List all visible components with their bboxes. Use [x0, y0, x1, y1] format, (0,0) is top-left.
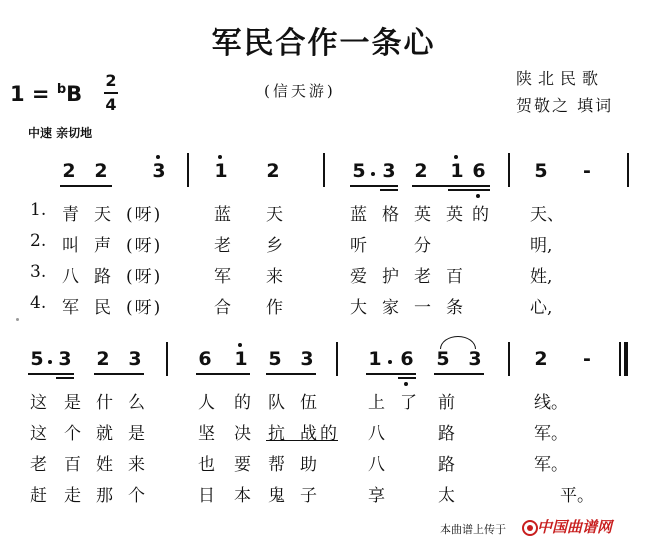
note: 3	[152, 160, 166, 182]
note: 3	[128, 348, 142, 370]
eighth-underline	[94, 373, 144, 375]
lyric-char: 的	[234, 393, 251, 413]
lyric-char: 助	[300, 455, 317, 475]
note: 1	[368, 348, 382, 370]
lyric-char: 天、	[530, 205, 564, 225]
barline	[323, 153, 325, 187]
final-barline-thin	[619, 342, 621, 376]
eighth-underline	[434, 373, 484, 375]
note: 5	[30, 348, 44, 370]
lyric-char: (呀)	[126, 298, 163, 318]
lyric-char: 是	[128, 424, 145, 444]
note: 2	[266, 160, 280, 182]
eighth-underline	[266, 373, 316, 375]
lyric-char: 赶	[30, 486, 47, 506]
key-signature	[10, 82, 82, 106]
lyric-char: 姓	[96, 455, 113, 475]
lyric-char: 么	[128, 393, 145, 413]
lyric-char: 格	[382, 205, 399, 225]
lyric-char: 太	[438, 486, 455, 506]
eighth-underline	[412, 185, 490, 187]
barline	[627, 153, 629, 187]
note: 2	[62, 160, 76, 182]
lyric-char: 什	[96, 393, 113, 413]
lyric-char: 就	[96, 424, 113, 444]
lyric-char: 线。	[534, 393, 568, 413]
note: 3	[300, 348, 314, 370]
lyric-char: (呀)	[126, 236, 163, 256]
sixteenth-underline	[380, 189, 398, 191]
note: -	[583, 160, 591, 182]
lyric-char: 青	[62, 205, 79, 225]
lyric-char: 这	[30, 393, 47, 413]
lyric-char: 是	[64, 393, 81, 413]
lyric-char: 作	[266, 298, 283, 318]
verse-number: 3.	[30, 262, 47, 282]
note: 1	[234, 348, 248, 370]
lyric-char: 八	[368, 424, 385, 444]
lyric-char: 民	[94, 298, 111, 318]
lyric-char: 享	[368, 486, 385, 506]
lyric-char: 伍	[300, 393, 317, 413]
lyric-char: 听	[350, 236, 367, 256]
augmentation-dot	[371, 172, 375, 176]
attribution-lyricist: 贺敬之 填词	[516, 96, 614, 115]
octave-dot	[218, 155, 222, 159]
lyric-char: 条	[446, 298, 463, 318]
lyric-char: (呀)	[126, 205, 163, 225]
note: 5	[352, 160, 366, 182]
barline	[336, 342, 338, 376]
verse-number: 4.	[30, 293, 47, 313]
lyric-char: 抗	[268, 424, 285, 444]
note: 2	[534, 348, 548, 370]
note: 2	[414, 160, 428, 182]
lyric-char: 姓,	[530, 267, 553, 287]
octave-dot	[238, 343, 242, 347]
lyric-char: 本	[234, 486, 251, 506]
eighth-underline	[366, 373, 416, 375]
lyric-char: 家	[382, 298, 399, 318]
lyric-char: 军	[62, 298, 79, 318]
lyric-char: 的	[472, 205, 489, 225]
barline	[508, 153, 510, 187]
lyric-char: 走	[64, 486, 81, 506]
sixteenth-underline	[56, 377, 74, 379]
octave-dot	[156, 155, 160, 159]
lyric-char: 人	[198, 393, 215, 413]
lyric-char: 日	[198, 486, 215, 506]
lyric-char: 军	[214, 267, 231, 287]
lyric-char: 护	[382, 267, 399, 287]
eighth-underline	[350, 185, 398, 187]
lyric-char: 乡	[266, 236, 283, 256]
site-logo[interactable]: 中国曲谱网	[537, 518, 613, 536]
lyric-char: 子	[300, 486, 317, 506]
verse-number: 1.	[30, 200, 47, 220]
note: 3	[58, 348, 72, 370]
lyric-char: 八	[62, 267, 79, 287]
lyric-char: 的	[320, 424, 337, 444]
eighth-underline	[60, 185, 112, 187]
lyric-char: 这	[30, 424, 47, 444]
lyric-char: 老	[214, 236, 231, 256]
final-barline-thick	[624, 342, 628, 376]
lyric-char: 一	[414, 298, 431, 318]
note: 6	[472, 160, 486, 182]
lyric-char: 分	[414, 236, 431, 256]
lyric-char: 来	[266, 267, 283, 287]
lyric-char: 天	[94, 205, 111, 225]
time-signature	[104, 70, 118, 116]
verse-number: 2.	[30, 231, 47, 251]
note: 5	[534, 160, 548, 182]
barline	[187, 153, 189, 187]
lyric-char: 军。	[534, 424, 568, 444]
lyric-char: 前	[438, 393, 455, 413]
sixteenth-underline	[398, 377, 416, 379]
lyric-char: (呀)	[126, 267, 163, 287]
lyric-char: 八	[368, 455, 385, 475]
lyric-char: 合	[214, 298, 231, 318]
lyric-char: 百	[64, 455, 81, 475]
lyric-char: 大	[350, 298, 367, 318]
augmentation-dot	[388, 360, 392, 364]
tie-arc	[440, 336, 476, 349]
lyric-char: 平。	[560, 486, 594, 506]
eighth-underline	[196, 373, 250, 375]
lyric-char: 蓝	[350, 205, 367, 225]
lyric-char: 决	[234, 424, 251, 444]
key-prefix: 1 =	[10, 82, 57, 106]
note: 6	[198, 348, 212, 370]
sixteenth-underline	[448, 189, 490, 191]
octave-dot	[404, 382, 408, 386]
lyric-char: 蓝	[214, 205, 231, 225]
lyric-char: 叫	[62, 236, 79, 256]
lyric-char: 声	[94, 236, 111, 256]
time-signature-bottom: 4	[105, 95, 117, 114]
octave-dot	[454, 155, 458, 159]
lyric-char: 老	[414, 267, 431, 287]
note: 3	[468, 348, 482, 370]
site-logo-icon	[522, 520, 538, 536]
octave-dot	[476, 194, 480, 198]
note: 1	[214, 160, 228, 182]
lyric-char: 百	[446, 267, 463, 287]
lyric-char: 那	[96, 486, 113, 506]
note: 5	[268, 348, 282, 370]
lyric-char: 坚	[198, 424, 215, 444]
lyric-char: 上	[368, 393, 385, 413]
tempo-marking: 中速 亲切地	[28, 126, 93, 140]
note: 2	[94, 160, 108, 182]
augmentation-dot	[48, 360, 52, 364]
upload-note: 本曲谱上传于	[440, 523, 506, 536]
lyric-char: 队	[268, 393, 285, 413]
lyric-char: 了	[400, 393, 417, 413]
lyric-char: 个	[64, 424, 81, 444]
note: 6	[400, 348, 414, 370]
lyric-char: 路	[438, 424, 455, 444]
note: -	[583, 348, 591, 370]
lyric-char: 天	[266, 205, 283, 225]
lyric-char: 路	[438, 455, 455, 475]
lyric-char: 军。	[534, 455, 568, 475]
lyric-char: 鬼	[268, 486, 285, 506]
lyric-char: 心,	[530, 298, 553, 318]
lyric-char: 要	[234, 455, 251, 475]
lyric-char: 英	[446, 205, 463, 225]
time-signature-top: 2	[105, 71, 117, 90]
lyric-char: 英	[414, 205, 431, 225]
note: 1	[450, 160, 464, 182]
lyric-char: 明,	[530, 236, 553, 256]
lyric-char: 帮	[268, 455, 285, 475]
song-title: 军民合作一条心	[211, 26, 436, 61]
attribution-source: 陕北民歌	[516, 69, 605, 88]
note: 3	[382, 160, 396, 182]
lyric-char: 也	[198, 455, 215, 475]
lyric-char: 路	[94, 267, 111, 287]
eighth-underline	[28, 373, 74, 375]
lyric-char: 来	[128, 455, 145, 475]
flat-sign: b	[56, 82, 67, 97]
key-note: B	[66, 82, 83, 106]
lyric-slur-underline	[266, 440, 338, 441]
lyric-char: 老	[30, 455, 47, 475]
lyric-char: 个	[128, 486, 145, 506]
lyric-char: 爱	[350, 267, 367, 287]
barline	[166, 342, 168, 376]
note: 5	[436, 348, 450, 370]
genre-subtitle: (信天游)	[264, 82, 336, 100]
barline	[508, 342, 510, 376]
lyric-char: 战	[300, 424, 317, 444]
time-signature-line	[104, 92, 118, 94]
scan-speck	[16, 318, 19, 321]
note: 2	[96, 348, 110, 370]
